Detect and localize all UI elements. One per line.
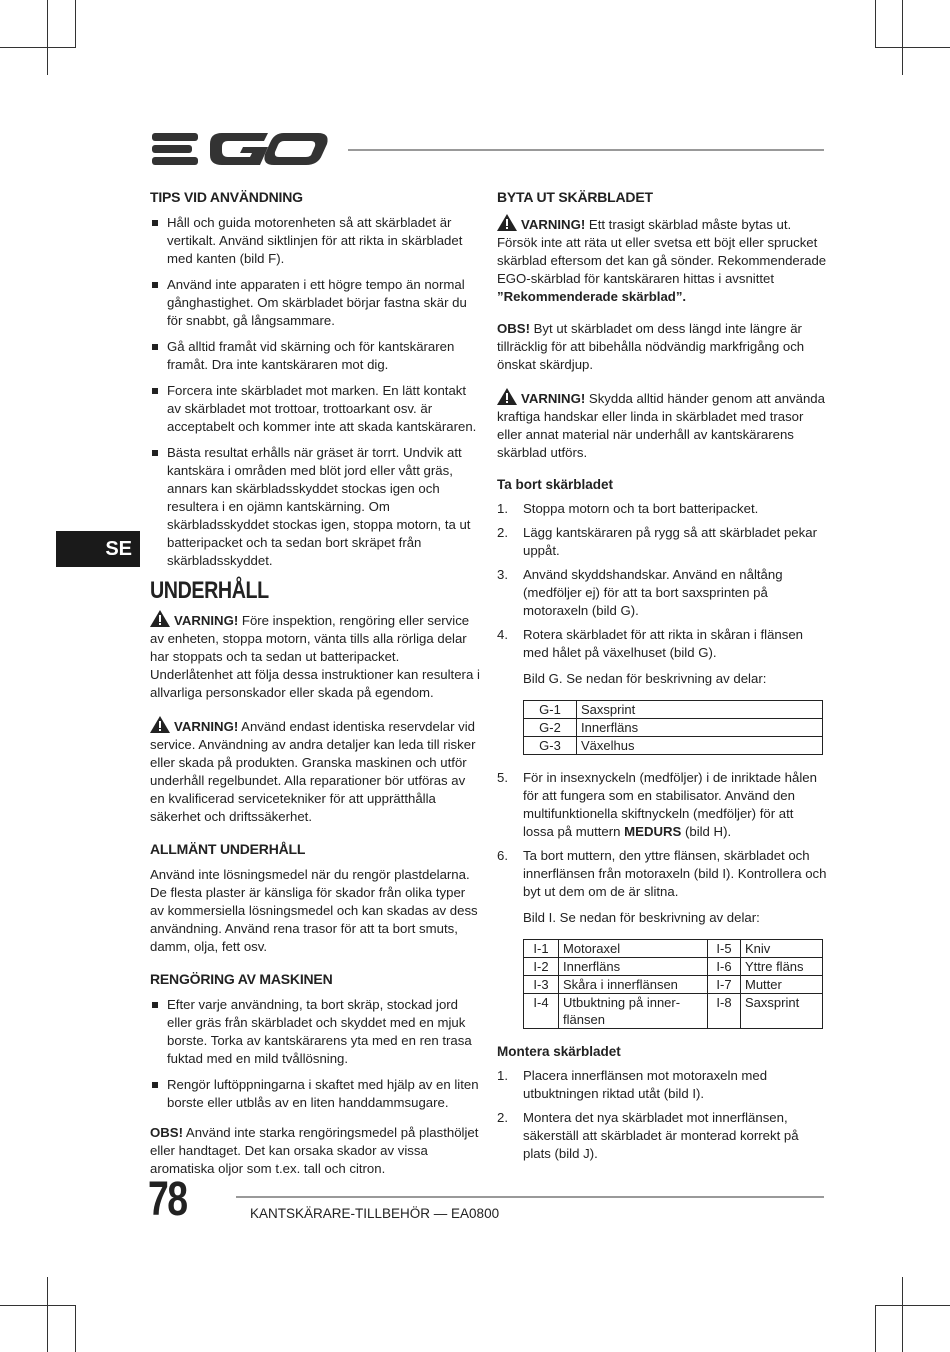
list-item: Efter varje användning, ta bort skräp, stockad jord eller gräs från skärbladet och skyddet med en mjuk borste. Torka av kantskärarens yta med en ren trasa fuktad med en mild tvållösning.	[150, 996, 480, 1068]
mount-blade-heading: Montera skärbladet	[497, 1044, 621, 1059]
ego-logo	[150, 128, 330, 170]
warning-icon	[497, 214, 517, 231]
table-row: G-2 Innerfläns	[524, 719, 823, 737]
crop-mark	[47, 1277, 48, 1352]
note-paragraph: OBS! Använd inte starka rengöringsmedel på plasthöljet eller handtaget. Det kan orsaka skador av vissa aromatiska oljor som t.ex. tall och citron.	[150, 1125, 479, 1176]
list-item: Bästa resultat erhålls när gräset är torrt. Undvik att kantskära i områden med blöt jord eller vått gräs, annars kan skärbladsskyddet stockas igen och resultera i en ojämn kantskärning. Om skärbladsskyddet stockas igen, stoppa motorn, ta ut batteripacket och ta sedan bort skräpet från skärbladsskyddet.	[150, 444, 480, 570]
list-item: Håll och guida motorenheten så att skärbladet är vertikalt. Använd siktlinjen för att rikta in skärbladet med kanten (bild F).	[150, 214, 480, 268]
table-row: G-1 Saxsprint	[524, 701, 823, 719]
figure-i-caption: Bild I. Se nedan för beskrivning av delar:	[523, 910, 760, 925]
table-row: I-3 Skåra i innerflänsen I-7 Mutter	[524, 976, 823, 994]
general-maintenance-heading: ALLMÄNT UNDERHÅLL	[150, 841, 306, 857]
list-item: Rengör luftöppningarna i skaftet med hjälp av en liten borste eller utblås av en liten handdammsugare.	[150, 1076, 480, 1112]
cleaning-list	[150, 996, 480, 1112]
list-item: 5. För in insexnyckeln (medföljer) i de inriktade hålen för att fungera som en stabilisator. Använd den multifunktionella skiftnyckeln (medföljer) för att lossa på muttern MEDURS (bild H).	[497, 770, 817, 839]
list-item: 1. Placera innerflänsen mot motoraxeln med utbuktningen riktad utåt (bild I).	[497, 1068, 768, 1101]
table-row: I-2 Innerfläns I-6 Yttre fläns	[524, 958, 823, 976]
list-item: 2. Montera det nya skärbladet mot innerflänsen, säkerställ att skärbladet är monterad korrekt på plats (bild J).	[497, 1110, 799, 1161]
cleaning-heading: RENGÖRING AV MASKINEN	[150, 971, 333, 987]
footer-title: KANTSKÄRARE-TILLBEHÖR — EA0800	[250, 1206, 500, 1221]
crop-mark	[902, 0, 903, 75]
table-row: G-3 Växelhus	[524, 737, 823, 755]
warning-paragraph: VARNING! Använd endast identiska reservdelar vid service. Användning av andra detaljer kan leda till risker eller skada på produkten. Granska maskinen och utför underhåll regelbundet. Alla reparationer bör utföras av en kvalificerad servicetekniker för att upprätthålla säkerhet och driftssäkerhet.	[150, 716, 480, 826]
crop-mark	[875, 1305, 950, 1306]
list-item: 3. Använd skyddshandskar. Använd en nåltång (medföljer ej) för att ta bort saxsprinten på motoraxeln (bild G).	[497, 567, 783, 618]
warning-icon	[497, 388, 517, 405]
remove-steps	[497, 500, 827, 688]
warning-paragraph: VARNING! Ett trasigt skärblad måste bytas ut. Försök inte att räta ut eller svetsa ett böjt eller sprucket skärblad eftersom det kan gå sönder. Rekommenderade EGO-skärblad för kantskäraren hittas i avsnittet ”Rekommenderade skärblad”.	[497, 214, 827, 306]
right-column	[497, 188, 827, 1175]
warning-paragraph: VARNING! Före inspektion, rengöring eller service av enheten, stoppa motorn, vänta tills alla rörliga delar har stoppats och ta sedan ut batteripacket. Underlåtenhet att följa dessa instruktioner kan resultera i allvarliga personskador eller skada på egendom.	[150, 610, 480, 702]
list-item: 1. Stoppa motorn och ta bort batteripacket.	[497, 501, 759, 516]
crop-mark	[902, 1277, 903, 1352]
page-number: 78	[148, 1173, 187, 1226]
tips-list	[150, 214, 480, 570]
list-item: Forcera inte skärbladet mot marken. En lätt kontakt av skärbladet mot trottoar, trottoarkant osv. är acceptabelt och kommer inte att skada kantskäraren.	[150, 382, 480, 436]
tips-heading: TIPS VID ANVÄNDNING	[150, 189, 303, 205]
crop-mark	[875, 0, 876, 48]
warning-icon	[150, 716, 170, 733]
list-item: 6. Ta bort muttern, den yttre flänsen, skärbladet och innerflänsen från motoraxeln (bild I). Kontrollera och byt ut dem om de är slitna. Bild I. Se nedan för beskrivning av delar:	[497, 848, 827, 925]
list-item: Gå alltid framåt vid skärning och för kantskäraren framåt. Dra inte kantskäraren mot dig.	[150, 338, 480, 374]
figure-g-table	[523, 700, 823, 755]
remove-blade-heading: Ta bort skärbladet	[497, 477, 614, 492]
maintenance-heading: UNDERHÅLL	[150, 577, 269, 604]
left-column	[150, 188, 480, 1192]
crop-mark	[875, 47, 950, 48]
crop-mark	[875, 1305, 876, 1352]
figure-i-table	[523, 939, 823, 1029]
crop-mark	[75, 0, 76, 48]
warning-icon	[150, 610, 170, 627]
warning-paragraph: VARNING! Skydda alltid händer genom att använda kraftiga handskar eller linda in skärbladet med trasor eller annat material när underhåll av kantskärarens skärblad utförs.	[497, 388, 827, 462]
language-tab: SE	[56, 531, 140, 567]
table-row: I-1 Motoraxel I-5 Kniv	[524, 940, 823, 958]
general-maintenance-text: Använd inte lösningsmedel när du rengör plastdelarna. De flesta plaster är känsliga för skador från olika typer av kommersiella lösningsmedel och kan skadas av dess användning. Använd rena trasor för att ta bort smuts, damm, olja, fett osv.	[150, 867, 478, 954]
crop-mark	[0, 47, 75, 48]
replace-blade-heading: BYTA UT SKÄRBLADET	[497, 189, 653, 205]
note-paragraph: OBS! Byt ut skärbladet om dess längd inte längre är tillräcklig för att bibehålla nödvändig markfrigång och önskat skärdjup.	[497, 321, 805, 372]
crop-mark	[0, 1305, 75, 1306]
crop-mark	[47, 0, 48, 75]
list-item: Använd inte apparaten i ett högre tempo än normal gånghastighet. Om skärbladet börjar fastna skär du för snabbt, gå långsammare.	[150, 276, 480, 330]
remove-steps-continued	[497, 769, 827, 927]
header-rule	[348, 149, 824, 151]
table-row: I-4 Utbuktning på inner-flänsen I-8 Saxsprint	[524, 994, 823, 1029]
footer-rule	[236, 1196, 824, 1198]
figure-g-caption: Bild G. Se nedan för beskrivning av delar:	[523, 671, 767, 686]
list-item: 4. Rotera skärbladet för att rikta in skåran i flänsen med hålet på växelhuset (bild G). Bild G. Se nedan för beskrivning av delar:	[497, 626, 827, 688]
crop-mark	[75, 1305, 76, 1352]
mount-steps	[497, 1067, 827, 1163]
list-item: 2. Lägg kantskäraren på rygg så att skärbladet pekar uppåt.	[497, 525, 817, 558]
